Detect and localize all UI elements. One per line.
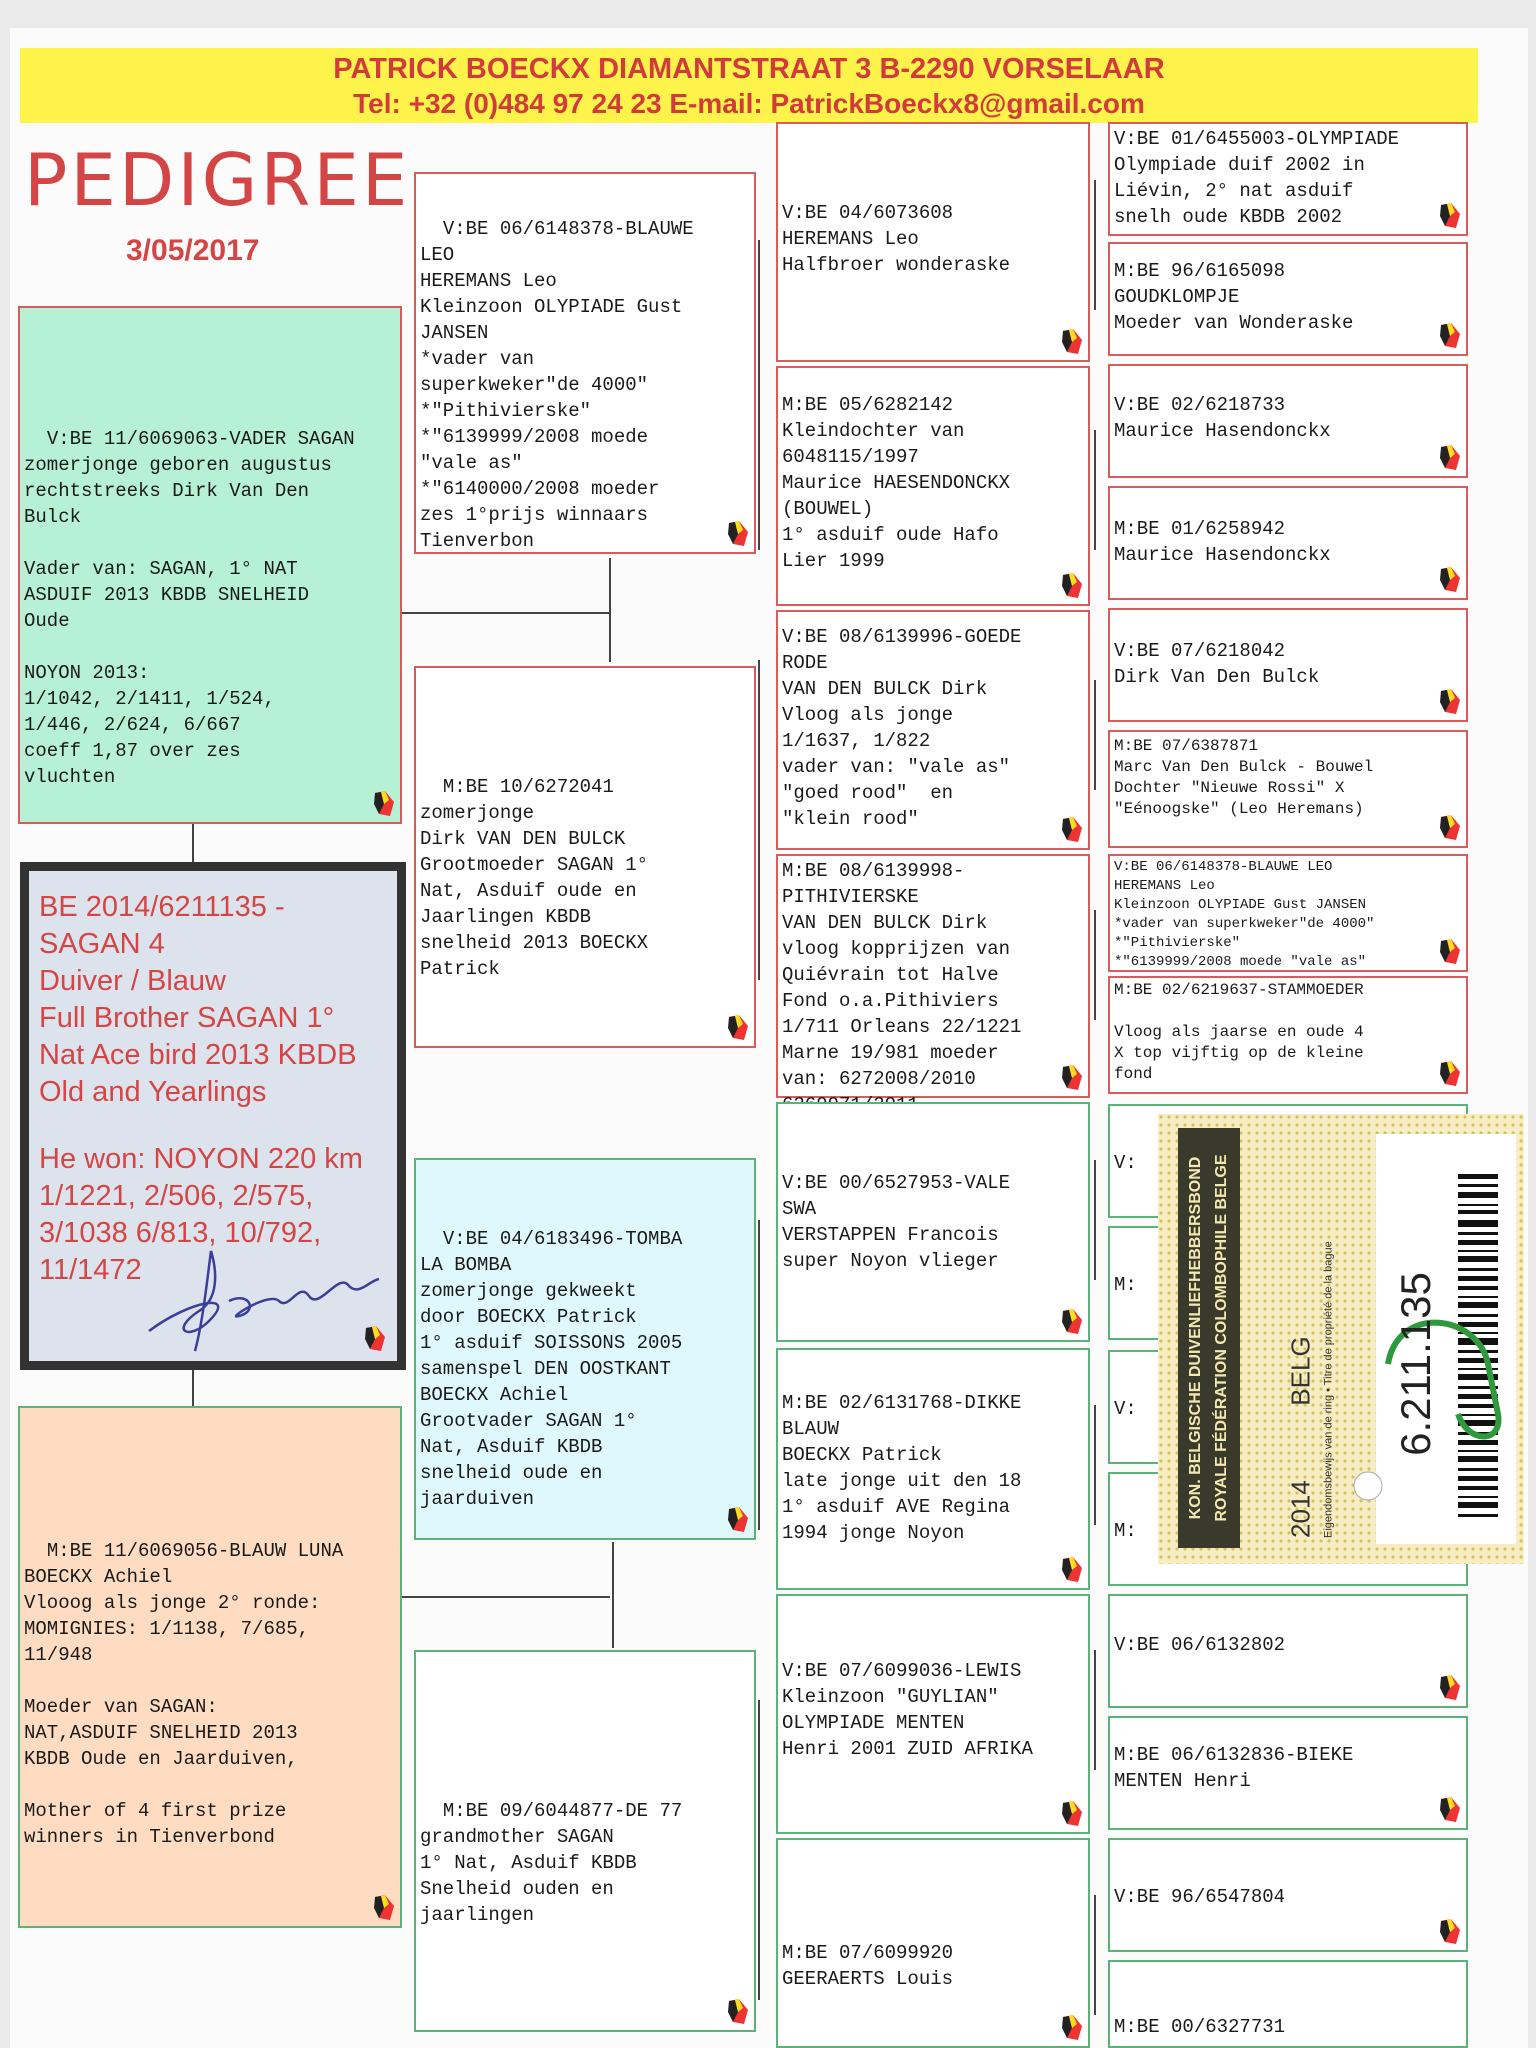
belgium-flag-icon — [1058, 816, 1084, 844]
breeder-header — [20, 48, 1478, 123]
ancestor-text: M: — [1114, 1520, 1137, 1542]
belgium-flag-icon — [1436, 688, 1462, 716]
ancestor-text: M:BE 00/6327731 — [1114, 2016, 1286, 2038]
ancestor-box-g3-6 — [776, 1348, 1090, 1590]
belgium-flag-icon — [1436, 1918, 1462, 1946]
ancestor-box-g4-7 — [1108, 854, 1468, 972]
ancestor-text: V:BE 08/6139996-GOEDE RODE VAN DEN BULCK Dirk Vloog als jonge 1/1637, 1/822 vader van: "vale as" "goed rood" en "klein rood" — [782, 626, 1022, 830]
belgium-flag-icon — [1436, 938, 1462, 966]
belgium-flag-icon — [1436, 322, 1462, 350]
ring-tag-org-french: ROYALE FÉDÉRATION COLOMBOPHILE BELGE — [1213, 1154, 1230, 1522]
connector-line — [1094, 1650, 1096, 1770]
ancestor-text: V:BE 06/6132802 — [1114, 1634, 1286, 1656]
ring-tag-number-area — [1376, 1134, 1456, 1544]
ancestor-box-g3-5 — [776, 1102, 1090, 1342]
granddam-paternal-box — [414, 666, 756, 1048]
connector-line — [612, 1542, 614, 1648]
ancestor-box-g4-15 — [1108, 1838, 1468, 1952]
ancestor-box-g4-2 — [1108, 242, 1468, 356]
ancestor-text: V: — [1114, 1152, 1137, 1174]
ancestor-text: V: — [1114, 1398, 1137, 1420]
connector-line — [609, 558, 611, 662]
belgium-flag-icon — [724, 520, 750, 548]
belgium-flag-icon — [1058, 1308, 1084, 1336]
belgium-flag-icon — [1058, 2014, 1084, 2042]
subject-desc-2: Nat Ace bird 2013 KBDB — [39, 1039, 357, 1071]
subject-desc-3: Old and Yearlings — [39, 1076, 267, 1108]
subject-pigeon-box — [20, 862, 406, 1370]
dam-text: M:BE 11/6069056-BLAUW LUNA BOECKX Achiel Vlooog als jonge 2° ronde: MOMIGNIES: 1/1138, 7/685, 11/948 Moeder van SAGAN: NAT,ASDUIF SNELHEID 2013 KBDB Oude en Jaarduiven, Mother of 4 first prize winners in Tienverbond — [24, 1540, 344, 1848]
connector-line — [758, 1700, 760, 2000]
breeder-address: PATRICK BOECKX DIAMANTSTRAAT 3 B-2290 VORSELAAR — [333, 53, 1165, 85]
subject-results-1: He won: NOYON 220 km — [39, 1143, 363, 1175]
subject-sex-color: Duiver / Blauw — [39, 965, 226, 997]
ancestor-box-g4-5 — [1108, 608, 1468, 722]
ancestor-box-g4-14 — [1108, 1716, 1468, 1830]
ancestor-text: V:BE 07/6099036-LEWIS Kleinzoon "GUYLIAN" OLYMPIADE MENTEN Henri 2001 ZUID AFRIKA — [782, 1660, 1033, 1760]
connector-line — [1094, 430, 1096, 550]
ancestor-text: M: — [1114, 1274, 1137, 1296]
ancestor-text: M:BE 01/6258942 Maurice Hasendonckx — [1114, 518, 1331, 566]
belgium-flag-icon — [370, 1894, 396, 1922]
ancestor-box-g4-3 — [1108, 364, 1468, 478]
ancestor-text: V:BE 02/6218733 Maurice Hasendonckx — [1114, 394, 1331, 442]
belgium-flag-icon — [1436, 202, 1462, 230]
ancestor-box-g4-1 — [1108, 122, 1468, 236]
grandsire-paternal-text: V:BE 06/6148378-BLAUWE LEO HEREMANS Leo Kleinzoon OLYPIADE Gust JANSEN *vader van superkweker"de 4000" *"Pithivierske" *"6139999/2008 moede "vale as" *"6140000/2008 moeder zes 1°prijs winnaars Tienverbon — [420, 218, 694, 552]
ancestor-text: M:BE 07/6099920 GEERAERTS Louis — [782, 1942, 954, 1990]
signature-image — [129, 1241, 389, 1361]
belgium-flag-icon — [1436, 1674, 1462, 1702]
connector-line — [192, 1370, 194, 1406]
ancestor-text: V:BE 04/6073608 HEREMANS Leo Halfbroer wonderaske — [782, 202, 1011, 276]
grandsire-paternal-box — [414, 172, 756, 554]
ancestor-text: M:BE 96/6165098 GOUDKLOMPJE Moeder van Wonderaske — [1114, 260, 1354, 334]
ancestor-text: M:BE 08/6139998- PITHIVIERSKE VAN DEN BULCK Dirk vloog kopprijzen van Quiévrain tot Halve Fond o.a.Pithiviers 1/711 Orleans 22/1221 Marne 19/981 moeder van: 6272008/2010 — [782, 860, 1022, 1090]
belgium-flag-icon — [1436, 1796, 1462, 1824]
belgium-flag-icon — [1058, 1556, 1084, 1584]
ancestor-text: M:BE 06/6132836-BIEKE MENTEN Henri — [1114, 1744, 1354, 1792]
ancestor-box-g4-8 — [1108, 976, 1468, 1094]
belgium-flag-icon — [1436, 566, 1462, 594]
ancestor-box-g3-4 — [776, 854, 1090, 1098]
subject-results-2: 1/1221, 2/506, 2/575, — [39, 1180, 314, 1212]
belgium-flag-icon — [1058, 1064, 1084, 1092]
granddam-maternal-box — [414, 1650, 756, 2032]
belgium-flag-icon — [724, 1998, 750, 2026]
breeder-contact: Tel: +32 (0)484 97 24 23 E-mail: PatrickBoeckx8@gmail.com — [353, 88, 1145, 119]
belgium-flag-icon — [724, 1506, 750, 1534]
subject-results-4: 11/1472 — [39, 1254, 142, 1286]
connector-line — [402, 1596, 610, 1598]
sire-text: V:BE 11/6069063-VADER SAGAN zomerjonge geboren augustus rechtstreeks Dirk Van Den Bulck Vader van: SAGAN, 1° NAT ASDUIF 2013 KBDB SNELHEID Oude NOYON 2013: 1/1042, 2/1411, 1/524, 1/446, 2/624, 6/667 coeff 1,87 over zes vluchten — [24, 428, 355, 788]
ring-certificate-tag — [1158, 1114, 1524, 1564]
granddam-maternal-text: M:BE 09/6044877-DE 77 grandmother SAGAN 1° Nat, Asduif KBDB Snelheid ouden en jaarlingen — [420, 1800, 683, 1926]
ancestor-text: V:BE 96/6547804 — [1114, 1886, 1286, 1908]
connector-line — [1094, 180, 1096, 310]
page-title: PEDIGREE — [24, 138, 411, 222]
ancestor-box-g3-2 — [776, 366, 1090, 606]
ancestor-text: V:BE 07/6218042 Dirk Van Den Bulck — [1114, 640, 1320, 688]
connector-line — [1094, 910, 1096, 1020]
ring-tag-details — [1250, 1128, 1370, 1548]
grandsire-maternal-box — [414, 1158, 756, 1540]
belgium-flag-icon — [724, 1014, 750, 1042]
subject-name: SAGAN 4 — [39, 928, 165, 960]
ring-tag-org-dutch: KON. BELGISCHE DUIVENLIEFHEBBERSBOND — [1187, 1156, 1204, 1520]
belgium-flag-icon — [1436, 814, 1462, 842]
ancestor-text: M:BE 05/6282142 Kleindochter van 6048115/1997 Maurice HAESENDONCKX (BOUWEL) 1° asduif oude Hafo Lier 1999 — [782, 394, 1011, 572]
belgium-flag-icon — [1436, 1060, 1462, 1088]
ancestor-box-g3-3 — [776, 610, 1090, 850]
belgium-flag-icon — [1058, 572, 1084, 600]
connector-line — [758, 1220, 760, 1530]
pedigree-date: 3/05/2017 — [126, 234, 260, 267]
connector-line — [192, 824, 194, 862]
grandsire-maternal-text: V:BE 04/6183496-TOMBA LA BOMBA zomerjonge gekweekt door BOECKX Patrick 1° asduif SOISSONS 2005 samenspel DEN OOSTKANT BOECKX Achiel Grootvader SAGAN 1° Nat, Asduif KBDB snelheid oude en jaarduiven — [420, 1228, 683, 1510]
ancestor-box-g3-7 — [776, 1594, 1090, 1834]
ancestor-box-g4-4 — [1108, 486, 1468, 600]
ancestor-text: V:BE 01/6455003-OLYMPIADE Olympiade duif 2002 in Liévin, 2° nat asduif snelh oude KBDB 2002 — [1114, 128, 1400, 228]
connector-line — [1094, 1160, 1096, 1280]
connector-line — [1094, 680, 1096, 790]
belgium-flag-icon — [1058, 328, 1084, 356]
connector-line — [1094, 1405, 1096, 1525]
ring-tag-year: 2014 — [1285, 1480, 1316, 1538]
ring-tag-small-print: Eigendomsbewijs van de ring • Titre de propriété de la bague — [1322, 1241, 1335, 1538]
ancestor-box-g3-8 — [776, 1838, 1090, 2048]
subject-ring: BE 2014/6211135 - — [39, 891, 285, 923]
ring-tag-number: 6.211.135 — [1392, 1272, 1439, 1456]
ancestor-text: M:BE 02/6131768-DIKKE BLAUW BOECKX Patrick late jonge uit den 18 1° asduif AVE Regina 1994 jonge Noyon — [782, 1392, 1022, 1544]
ancestor-text: M:BE 07/6387871 Marc Van Den Bulck - Bouwel Dochter "Nieuwe Rossi" X "Eénoogske" (Leo Heremans) — [1114, 737, 1374, 818]
ancestor-box-g4-16 — [1108, 1960, 1468, 2048]
ring-tag-org-strip — [1178, 1128, 1240, 1548]
belgium-flag-icon — [1058, 1800, 1084, 1828]
connector-line — [1094, 1895, 1096, 2015]
ancestor-text: V:BE 06/6148378-BLAUWE LEO HEREMANS Leo Kleinzoon OLYPIADE Gust JANSEN *vader van superkweker"de 4000" *"Pithivierske" *"6139999/2008 moede "vale as" — [1114, 859, 1375, 970]
connector-line — [758, 240, 760, 550]
connector-line — [402, 612, 610, 614]
ancestor-text: M:BE 02/6219637-STAMMOEDER Vloog als jaarse en oude 4 X top vijftig op de kleine fond — [1114, 981, 1364, 1083]
ring-tag-country: BELG — [1285, 1336, 1316, 1406]
ancestor-box-g4-13 — [1108, 1594, 1468, 1708]
connector-line — [758, 660, 760, 980]
dam-box — [18, 1406, 402, 1928]
belgium-flag-icon — [370, 790, 396, 818]
subject-desc-1: Full Brother SAGAN 1° — [39, 1002, 335, 1034]
ancestor-box-g4-6 — [1108, 730, 1468, 848]
sire-box — [18, 306, 402, 824]
belgium-flag-icon — [361, 1325, 387, 1353]
subject-results-3: 3/1038 6/813, 10/792, — [39, 1217, 322, 1249]
belgium-flag-icon — [1436, 444, 1462, 472]
granddam-paternal-text: M:BE 10/6272041 zomerjonge Dirk VAN DEN BULCK Grootmoeder SAGAN 1° Nat, Asduif oude en Jaarlingen KBDB snelheid 2013 BOECKX Patrick — [420, 776, 649, 980]
ancestor-text: V:BE 00/6527953-VALE SWA VERSTAPPEN Francois super Noyon vlieger — [782, 1172, 1011, 1272]
ancestor-box-g3-1 — [776, 122, 1090, 362]
